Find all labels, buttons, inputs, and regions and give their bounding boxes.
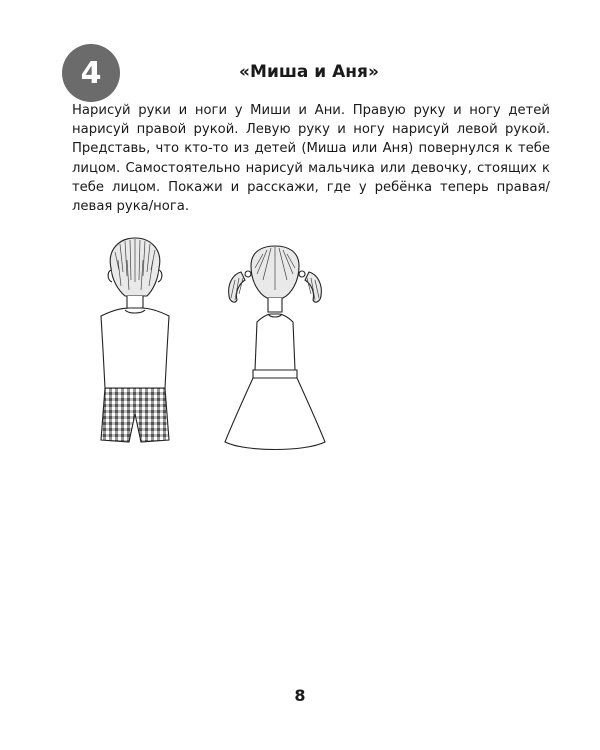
- instruction-line: Представь, что кто-то из детей (Миша или Аня) повернулся к тебе: [72, 141, 550, 157]
- children-illustration: [85, 230, 355, 465]
- page-number: 8: [294, 686, 306, 705]
- instructions-text: [72, 101, 550, 216]
- instruction-line: лицом. Самостоятельно нарисуй мальчика или девочку, стоящих к: [72, 160, 550, 176]
- exercise-title: «Миша и Аня»: [239, 62, 379, 82]
- boy-figure: [101, 238, 169, 442]
- instruction-line: левая рука/нога.: [72, 199, 190, 215]
- instruction-line: нарисуй правой рукой. Левую руку и ногу нарисуй левой рукой.: [72, 122, 550, 138]
- girl-figure: [225, 246, 325, 450]
- instruction-line: тебе лицом. Покажи и расскажи, где у ребёнка теперь правая/: [72, 179, 550, 195]
- instruction-line: Нарисуй руки и ноги у Миши и Ани. Правую руку и ногу детей: [72, 103, 550, 118]
- exercise-number: 4: [80, 55, 102, 91]
